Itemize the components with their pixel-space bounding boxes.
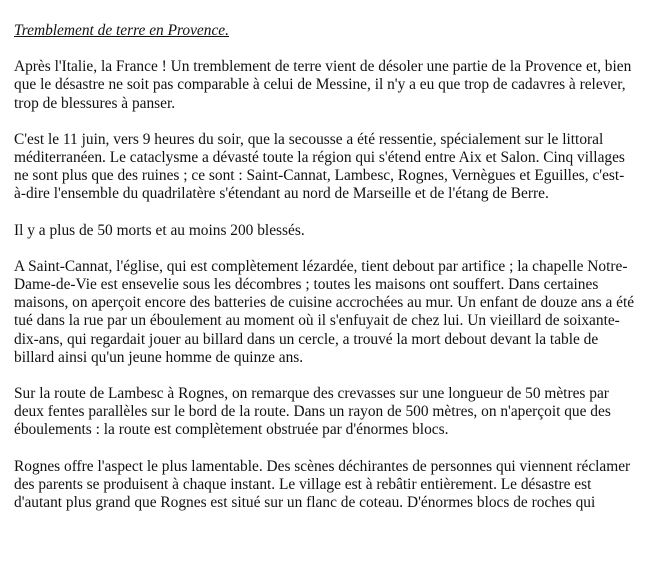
paragraph-1: Après l'Italie, la France ! Un tremblement de terre vient de désoler une partie de la Provence et, bien que le désastre ne soit pas comparable à celui de Messine, il n'y a eu que trop de cadavres à relever, trop de blessures à panser. <box>14 58 632 112</box>
paragraph-5: Sur la route de Lambesc à Rognes, on remarque des crevasses sur une longueur de 50 mètres par deux fentes parallèles sur le bord de la route. Dans un rayon de 500 mètres, on n'aperçoit que des éboulements : la route est complètement obstruée par d'énormes blocs. <box>14 385 611 439</box>
paragraph-2: C'est le 11 juin, vers 9 heures du soir, que la secousse a été ressentie, spécialement sur le littoral méditerranéen. Le cataclysme a dévasté toute la région qui s'étend entre Aix et Salon. Cinq villages ne sont plus que des ruines ; ce sont : Saint-Cannat, Lambesc, Rognes, Vernègues et Eguilles, c'est-à-dire l'ensemble du quadrilatère s'étendant au nord de Marseille et de l'étang de Berre. <box>14 130 625 203</box>
paragraph-6: Rognes offre l'aspect le plus lamentable. Des scènes déchirantes de personnes qui viennent réclamer des parents se produisent à chaque instant. Le village est à rebâtir entièrement. Le désastre est d'autant plus grand que Rognes est situé sur un flanc de coteau. D'énormes blocs de roches qui <box>14 457 631 512</box>
paragraph-4: A Saint-Cannat, l'église, qui est complètement lézardée, tient debout par artifice ; la chapelle Notre-Dame-de-Vie est ensevelie sous les décombres ; toutes les maisons ont souffert. Dans certaines maisons, on aperçoit encore des batteries de cuisine accrochées au mur. Un enfant de douze ans a été tué dans la rue par un éboulement au moment où il s'enfuyait de chez lui. Un vieillard de soixante-dix-ans, qui regardait jouer au billard dans un cercle, a trouvé la mort debout devant la table de billard ainsi qu'un jeune homme de quinze ans. <box>14 257 635 366</box>
paragraph-3: Il y a plus de 50 morts et au moins 200 blessés. <box>14 221 305 239</box>
document-title: Tremblement de terre en Provence. <box>14 22 229 39</box>
